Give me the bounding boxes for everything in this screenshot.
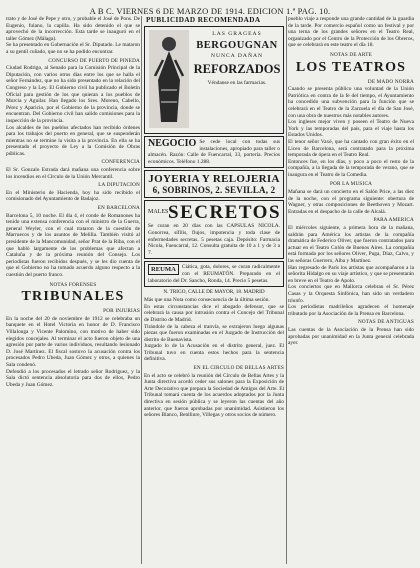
article-paragraph: Las cuentas de la Asociación de la Prensa han sido aprobadas por unanimidad en la Junta general celebrada ayer. [288,326,414,347]
advertising-title: PUBLICIDAD RECOMENDADA [146,16,261,24]
ad-label: MALES [148,209,169,216]
section-subheading: POR INJURIAS [103,308,140,315]
ad-footer: N. TRIGO, CALLE DE MAYOR, 18. MADRID [163,289,265,296]
ad-line: Véndanse en las farmacias. [207,80,267,86]
ad-address: 6, SOBRINOS, 2. SEVILLA, 2 [152,185,276,196]
section-subheading: NOTAS FORENSES [49,281,97,288]
article-paragraph: Ciudad Rodrigo, al Senado para la Comisión Principal de la Diputación, con varios otros días entre los que se halla el señor Fernández, que no ha sido presentado en la relación del Congreso y la Ley. El Gobierno civil ha publicado el Boletín Oficial para gestión de los que quieran a los pueblos de Murcia y Aguilar. Han llegado los Sres. Moreno, Cabello, Pérez y Aparicio, por el Gobierno de la provincia, donde se encuentran. Del Gobierno civil han salido comisiones para la inspección de la provincia. [6,65,140,124]
article-paragraph: Barcelona 5, 10 noche. El día 4, el conde de Romanones ha tenido una extensa conferencia con el ministro de la Guerra, general Weyler, con el cual trataron de la cuestión de Marruecos y de los asuntos de Melilla. También visitó al presidente de la Mancomunidad, señor Prat de la Riba, con el que habló largamente de los problemas que afectan a Cataluña y de la próxima reunión del Consejo. Los periodistas fueron recibidos después, y se les dio cuenta de que el Gobierno no ha tomado acuerdo alguno respecto a la cuestión del puerto franco. [6,212,140,278]
ad-brand: REFORZADOS [193,62,281,76]
section-subheading: CONCURSO DE PUERTO DE PINEDA [48,57,140,64]
section-heading-tribunales: TRIBUNALES [21,289,125,305]
advertisement-bergougnan [144,26,284,134]
section-subheading: PARA AMERICA [373,217,414,224]
page-header: A B C. VIERNES 6 DE MARZO DE 1914. EDICION 1.ª PAG. 10. [89,6,331,16]
ad-text: Se curan en 20 días con las CAPSULAS NICOLA. Gonorrea, sífilis, flujos, impotencia y toda clase de enfermedades secretas. 5 pesetas caja. Depósito: Farmacia Nicola, Fuencarral, 12. Consulta gratuita de 10 a 1 y de 3 a 7. [148,223,280,256]
section-subheading: DE MADO NORRA [367,78,414,85]
article-paragraph: El miércoles siguiente, a primera hora de la mañana, saldrán para América los artistas de la compañía dramática de Federico Oliver, que fueron contratados para actuar en el Teatro Colón de Buenos Aires. La compañía está formada por los señores Oliver, Puga, Díaz, Calvo, y las señoras Guerrero, Alba y Martínez. [288,225,414,264]
advertisement-negocio [144,136,284,168]
ad-headline: SECRETOS [168,202,282,224]
article-paragraph: En la noche del 20 de noviembre de 1912 se celebraba un banquete en el Hotel Victoria en honor de D. Francisco Villalonga y Vicente Palomino, con motivo de haber sido elegidos concejales. Al terminar el acto fueron objeto de una agresión por parte de varios individuos, resultando lesionado D. José Martínez. El fiscal sostuvo la acusación contra los procesados Pedro Ubeda, Juan Gómez y otros, a quienes la Sala condenó. [6,315,140,368]
advertisement-joyeria [144,170,284,198]
ad-brand: BERGOUGNAN [196,40,278,51]
ad-line: NUNCA DAÑAN [210,53,264,59]
article-paragraph: Han regresado de París los artistas que acompañaron a la señorita Hidalgo en su viaje artístico, y que se presentarán en breve en el Teatro de Apolo. [288,264,414,284]
section-subheading: POR LA MUSICA [329,181,373,188]
advertisement-reuma [144,261,284,287]
section-heading-teatros: LOS TEATROS [295,59,407,75]
article-paragraph: Juzgado lo de la Acusación en el distrito general, juez. El Tribunal tuvo en cuenta estos hechos para la sentencia definitiva. [144,343,284,363]
ad-line: LAS GRAGEAS [212,31,262,37]
article-paragraph: Defendió a los procesados el letrado señor Rodríguez, y la Sala dictó sentencia absolutoria para dos de ellos, Pedro Ubeda y Juan Gómez. [6,368,140,388]
article-paragraph: Los ingleses mejor viven y poseen el Teatro de Nueva York y las temporadas del país, para el viaje hasta los Estados Unidos. [288,119,414,139]
ad-text: Se cede local con todas sus instalaciones, apropiado para taller o almacén. Razón: Calle de Fuencarral, 33, portería. Precios económicos. Teléfono 1.288. [148,139,280,165]
article-paragraph: Los periodistas madrileños agradecen el homenaje tributado por la Asociación de la Prensa en Barcelona. [288,304,414,317]
article-paragraph: En el Ministerio de Hacienda, hoy ha sido recibido el comisionado del Ayuntamiento de Badajoz. [6,189,140,203]
article-paragraph: Los alcaldes de los pueblos afectados han recibido órdenes para los trabajos del puerto en general, que se suspenderán mientras no se termine la visita a la provincia. En ella se ha presentado el proyecto de Ley a la Comisión de Obras públicas. [6,124,140,157]
ad-text: Ciática, gota, dolores, se curan radicalmente con el REUMATÓN. Preparado en el laboratorio del Dr. Sancho, Ronda, 14. Precio 5 pesetas. [148,264,280,284]
article-paragraph: Más que una Nota como consecuencia de la última sesión. [144,297,270,304]
advertisement-secretos [144,200,284,259]
article-paragraph: Mañana se dará un concierto en el Salón Price, a las diez de la noche, con el programa siguiente: obertura de Wagner, y otras composiciones de Beethoven y Mozart. Entradas en el despacho de la calle de Alcalá. [288,189,414,215]
article-paragraph: Se ha presentado en Gobernación el Sr. Diputado. Le mataron a su gentil cuñado, que no se ha podido encontrar. [6,42,140,55]
article-paragraph: Tirándole de la cabeza el tranvía, se extrajeron luego algunas piezas que fueron examinadas en el Juzgado de Instrucción del distrito de Buenavista. [144,323,284,343]
article-paragraph: Cuando se presenta público una voluntad de la Unión Patriótica en contra de la fe del tiempo, el Ayuntamiento ha concedido una subvención para la función que se celebrará en el Teatro de la Zarzuela el día de San José, con una obra de nuestros más notables autores. [288,86,414,119]
article-paragraph: Los conciertos que en Mallorca celebran el Sr. Pérez Casas y la Orquesta Sinfónica, han sido un verdadero triunfo. [288,284,414,304]
section-subheading: EN EL CIRCULO DE BELLAS ARTES [193,365,284,372]
column-left [6,16,140,564]
section-subheading: NOTAS DE ARTE [330,51,372,58]
ad-headline: JOYERIA Y RELOJERIA [148,173,280,186]
column-middle [144,16,284,564]
section-subheading: CONFERENCIA [101,159,140,166]
column-divider-left [141,16,142,564]
column-right [288,16,414,564]
ad-headline: REUMA [148,264,179,275]
ad-headline: NEGOCIO [148,138,197,149]
section-subheading: NOTAS DE ANTIGUAS [357,319,414,326]
article-paragraph: En estas circunstancias dice el abogado defensor, que se celebrará la causa por intrusión contra el Concejo del Tribunal de Distrito de Madrid. [144,303,284,323]
article-paragraph: trato y de José de Pepe y otro, y probable el José de Pons. De Eugenio, fulano, la capilla. Ha sido detenido el que se aprovechó de la incorrección. Esta tarde se inauguró en el taller Gómez (Málaga). [6,16,140,42]
article-paragraph: En el acto se celebró la reunión del Círculo de Bellas Artes y la Junta directiva acordó ceder sus salones para la Exposición de Arte Decorativo que prepara la Sociedad de Amigos del Arte. El Tribunal tomará cuenta de los acuerdos adoptados por la Junta directiva en sesión pública y se leyeron las cuentas del año anterior, que fueron aprobadas por unanimidad. Asistieron los señores Blanco, Benlliure, Villegas y otros socios de número. [144,372,284,419]
column-divider-right [286,16,287,564]
article-paragraph: Entonces fue, en los días, y poco a poco el resto de la compañía, a la llegada de la temporada de verano, que se inaugura en el Teatro de la Comedia. [288,158,414,178]
article-paragraph: El tenor señor Vaxé, que ha cantado con gran éxito en el Liceo de Barcelona, será contratado para la próxima temporada de ópera en el Teatro Real. [288,138,414,159]
article-paragraph: El Sr. Gonzalo Estrada dará mañana una conferencia sobre los incendios en el Círculo de la Unión Mercantil. [6,167,140,180]
section-subheading: LA DIPUTACION [98,182,140,189]
section-subheading: EN BARCELONA [97,205,140,212]
figure-illustration-icon [149,30,189,128]
article-paragraph: pueblo viaje a responde una grande cantidad de la guardia de la tarde. Por comercio español como un festival y por una terna de los grandes señores en el Teatro Real, organizado por el Centro de la Protección de los Obreros, que se celebrará en este teatro el día 18. [288,16,414,49]
